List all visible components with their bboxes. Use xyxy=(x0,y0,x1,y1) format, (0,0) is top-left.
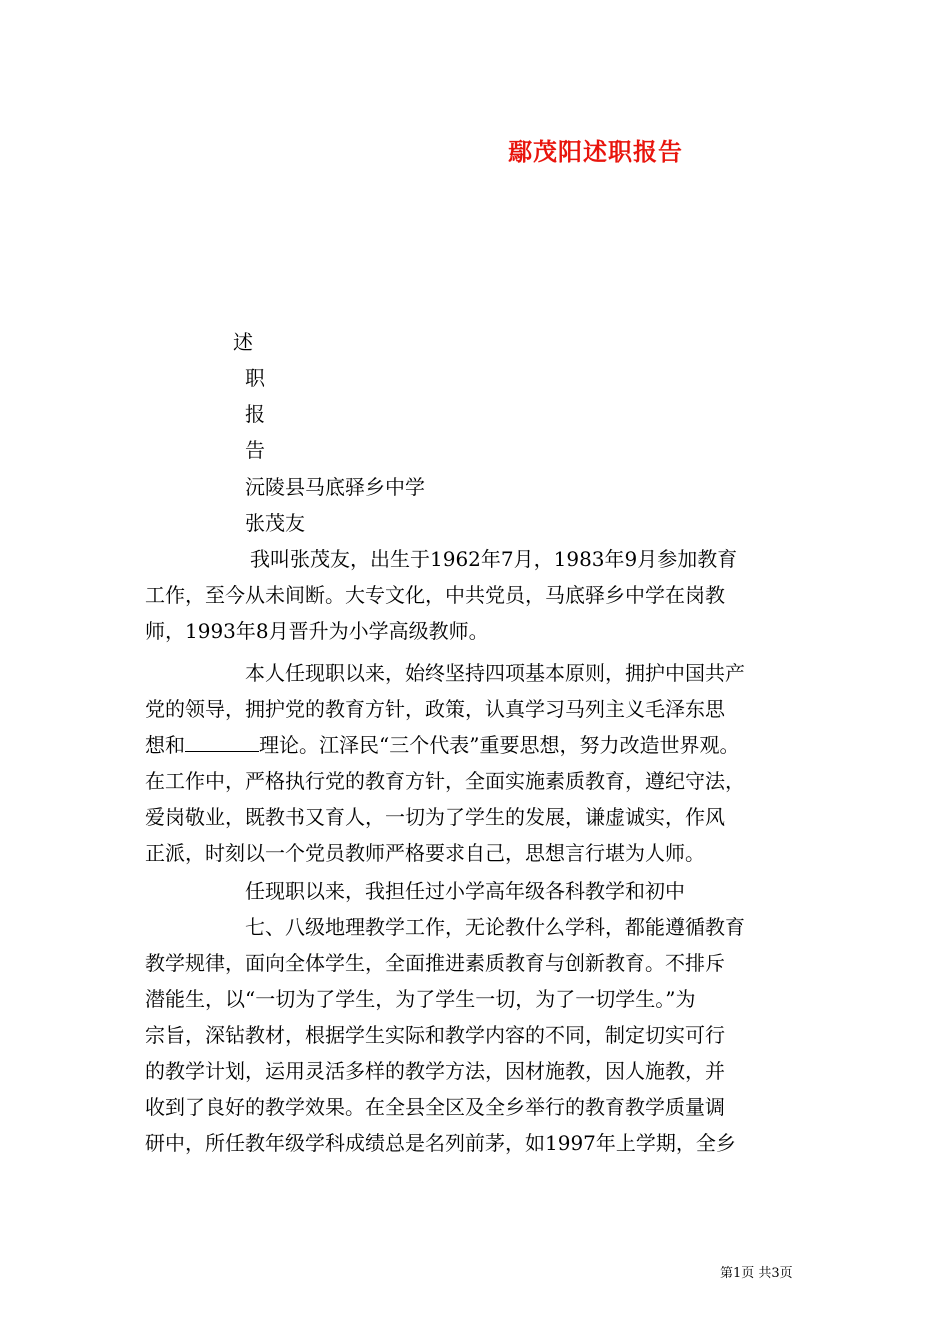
paragraph-line: 党的领导，拥护党的教育方针，政策，认真学习马列主义毛泽东思 xyxy=(145,697,725,721)
paragraph-line: 正派，时刻以一个党员教师严格要求自己，思想言行堪为人师。 xyxy=(145,841,705,865)
paragraph-line: 宗旨，深钻教材，根据学生实际和教学内容的不同，制定切实可行 xyxy=(145,1023,725,1047)
paragraph-line: 爱岗敬业，既教书又育人，一切为了学生的发展，谦虚诚实，作风 xyxy=(145,805,725,829)
author-name: 张茂友 xyxy=(245,511,305,535)
school-name: 沅陵县马底驿乡中学 xyxy=(245,475,425,499)
paragraph-line: 任现职以来，我担任过小学高年级各科教学和初中 xyxy=(245,879,685,903)
paragraph-line: 的教学计划，运用灵活多样的教学方法，因材施教，因人施教，并 xyxy=(145,1059,725,1083)
paragraph-line: 本人任现职以来，始终坚持四项基本原则，拥护中国共产 xyxy=(245,661,745,685)
paragraph-line: 收到了良好的教学效果。在全县全区及全乡举行的教育教学质量调 xyxy=(145,1095,725,1119)
heading-char: 职 xyxy=(245,366,265,390)
paragraph-line: 在工作中，严格执行党的教育方针，全面实施素质教育，遵纪守法， xyxy=(145,769,745,793)
page-footer: 第1页 共3页 xyxy=(720,1266,793,1281)
paragraph-line: 师，1993年8月晋升为小学高级教师。 xyxy=(145,619,489,643)
document-title: 鄢茂阳述职报告 xyxy=(508,137,683,166)
fill-blank xyxy=(185,735,259,752)
paragraph-line: 潜能生，以“一切为了学生，为了学生一切，为了一切学生。”为 xyxy=(145,987,696,1011)
paragraph-line xyxy=(145,732,739,758)
paragraph-fragment: 想和 xyxy=(145,733,185,757)
paragraph-fragment: 理论。江泽民“三个代表”重要思想，努力改造世界观。 xyxy=(259,733,740,757)
paragraph-line: 教学规律，面向全体学生，全面推进素质教育与创新教育。不排斥 xyxy=(145,951,725,975)
paragraph-line: 研中，所任教年级学科成绩总是名列前茅，如1997年上学期，全乡 xyxy=(145,1131,736,1155)
paragraph-line: 我叫张茂友，出生于1962年7月，1983年9月参加教育 xyxy=(250,547,738,571)
heading-char: 告 xyxy=(245,438,265,462)
paragraph-line: 七、八级地理教学工作，无论教什么学科，都能遵循教育 xyxy=(245,915,745,939)
heading-char: 报 xyxy=(245,402,265,426)
paragraph-line: 工作，至今从未间断。大专文化，中共党员，马底驿乡中学在岗教 xyxy=(145,583,725,607)
heading-char: 述 xyxy=(233,330,253,354)
